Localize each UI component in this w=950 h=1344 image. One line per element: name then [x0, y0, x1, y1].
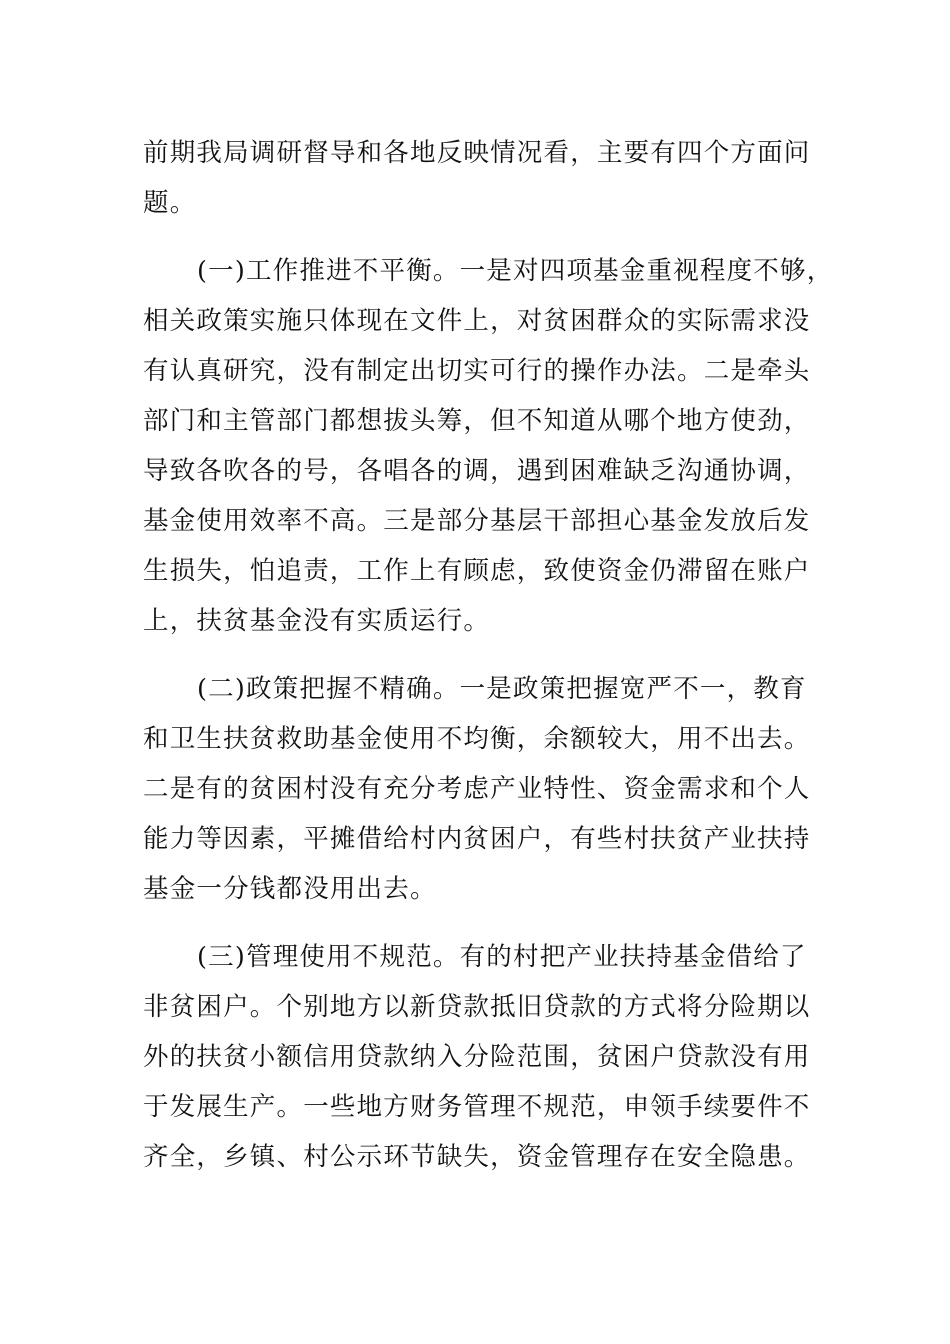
text-line: 基金一分钱都没用出去。	[143, 874, 437, 904]
text-line: 非贫困户。个别地方以新贷款抵旧贷款的方式将分险期以	[143, 992, 811, 1022]
paragraph-1	[143, 128, 811, 228]
text-line: (二)政策把握不精确。一是政策把握宽严不一，教育	[197, 674, 807, 704]
text-line: (三)管理使用不规范。有的村把产业扶持基金借给了	[197, 942, 807, 972]
text-line: 相关政策实施只体现在文件上，对贫困群众的实际需求没	[143, 306, 811, 336]
text-line: 有认真研究，没有制定出切实可行的操作办法。二是牵头	[143, 356, 811, 386]
text-line: 外的扶贫小额信用贷款纳入分险范围，贫困户贷款没有用	[143, 1042, 811, 1072]
text-line: 生损失，怕追责，工作上有顾虑，致使资金仍滞留在账户	[143, 556, 811, 586]
document-body	[143, 128, 834, 1182]
text-line: 基金使用效率不高。三是部分基层干部担心基金发放后发	[143, 506, 811, 536]
text-line: 导致各吹各的号，各唱各的调，遇到困难缺乏沟通协调，	[143, 456, 811, 486]
text-line: 题。	[143, 188, 197, 218]
text-line: 和卫生扶贫救助基金使用不均衡，余额较大，用不出去。	[143, 724, 811, 754]
paragraph-3	[143, 664, 811, 914]
text-line: 部门和主管部门都想拔头筹，但不知道从哪个地方使劲，	[143, 406, 811, 436]
text-line: 二是有的贫困村没有充分考虑产业特性、资金需求和个人	[143, 774, 811, 804]
text-line: 上，扶贫基金没有实质运行。	[143, 606, 491, 636]
text-line: 齐全，乡镇、村公示环节缺失，资金管理存在安全隐患。	[143, 1142, 811, 1172]
text-line: 能力等因素，平摊借给村内贫困户，有些村扶贫产业扶持	[143, 824, 811, 854]
paragraph-2	[143, 246, 834, 646]
text-line: (一)工作推进不平衡。一是对四项基金重视程度不够，	[197, 256, 834, 286]
text-line: 于发展生产。一些地方财务管理不规范，申领手续要件不	[143, 1092, 811, 1122]
paragraph-4	[143, 932, 811, 1182]
text-line: 前期我局调研督导和各地反映情况看，主要有四个方面问	[143, 138, 811, 168]
